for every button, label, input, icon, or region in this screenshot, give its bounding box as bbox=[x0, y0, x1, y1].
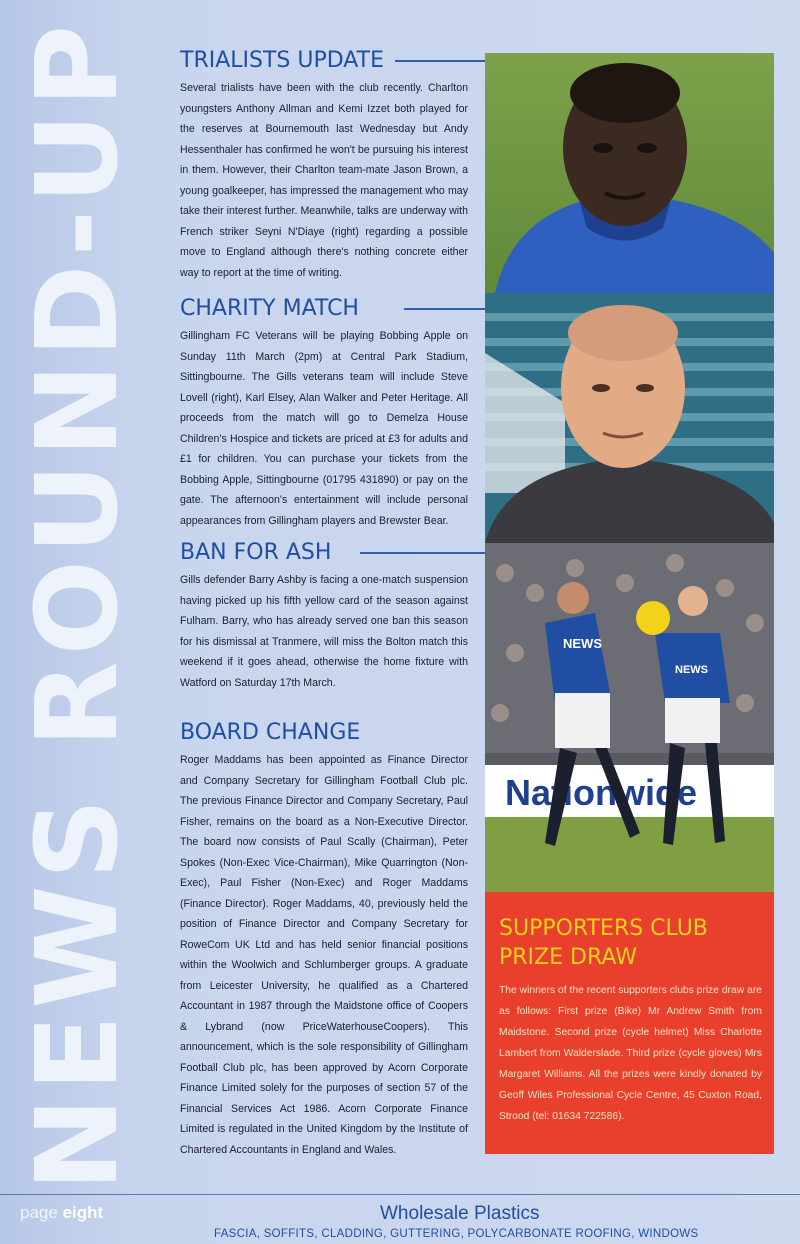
photo-veteran-portrait bbox=[485, 293, 774, 543]
ad-board-text: Nationwide bbox=[505, 772, 698, 813]
article-ban-for-ash bbox=[180, 540, 468, 693]
stadium-portrait-illustration bbox=[485, 293, 774, 543]
article-heading: CHARITY MATCH bbox=[180, 296, 359, 321]
vertical-title-text: NEWS ROUND-UP bbox=[13, 18, 144, 1192]
footer-divider bbox=[0, 1194, 800, 1195]
shirt-sponsor-text: NEWS bbox=[675, 664, 708, 676]
page-number-value: eight bbox=[62, 1203, 104, 1222]
article-body: Several trialists have been with the club recently. Charlton youngsters Anthony Allman and Kemi Izzet both played for the reserves at Bournemouth last Wednesday but Andy Hessenthaler has confirmed he won't be pursuing his interest in them. However, their Charlton team-mate Jason Brown, a young goalkeeper, has impressed the management who may take their interest further. Meanwhile, talks are underway with French striker Seyni N'Diaye (right) regarding a possible move to England although there's nothing concrete either way to report at the time of writing. bbox=[180, 82, 468, 279]
article-charity-match bbox=[180, 296, 468, 531]
article-body: Roger Maddams has been appointed as Finance Director and Company Secretary for Gillingham Football Club plc. The previous Finance Director and Company Secretary, Paul Fisher, remains on the board as a Non-Executive Director. The board now consists of Paul Scally (Chairman), Peter Spokes (Non-Exec Vice-Chairman), Mike Quarrington (Non-Exec), Paul Fisher (Non-Exec) and Roger Maddams (Finance Director). Roger Maddams, 40, previously held the position of Finance Director and Company Secretary for RoweCom UK Ltd and has held senior financial positions within the Woolwich and Schlumberger groups. A graduate from Leicester University, he qualified as a Chartered Accountant in 1987 through the Maidstone office of Coopers & Lybrand (now PriceWaterhouseCoopers). This announcement, which is the sole responsibility of Gillingham Football Club plc, has been approved by Acorn Corporate Finance Limited solely for the purposes of section 57 of the Financial Services Act 1986. Acorn Corporate Finance Limited is regulated in the United Kingdom by the Institute of Chartered Accountants in England and Wales. bbox=[180, 754, 468, 1156]
page-number bbox=[20, 1203, 103, 1223]
photo-match-action bbox=[485, 543, 774, 892]
prize-draw-body: The winners of the recent supporters clubs prize draw are as follows: First prize (Bike) Mr Andrew Smith from Maidstone. Second prize (cycle helmet) Miss Charlotte Lambert from Walderslade. Third prize (cycle gloves) Mrs Margaret Williams. All the prizes were kindly donated by Geoff Wiles Professional Cycle Centre, 45 Cuxton Road, Strood (tel: 01634 722586). bbox=[499, 985, 762, 1122]
prize-draw-box bbox=[485, 892, 774, 1154]
vertical-section-title bbox=[13, 18, 144, 1192]
sponsor-tagline: FASCIA, SOFFITS, CLADDING, GUTTERING, POLYCARBONATE ROOFING, WINDOWS bbox=[214, 1228, 699, 1240]
article-board-change bbox=[180, 720, 468, 1160]
photo-trialist-portrait bbox=[485, 53, 774, 293]
prize-draw-heading bbox=[499, 914, 762, 972]
page-number-word: page bbox=[20, 1203, 58, 1222]
article-heading: BOARD CHANGE bbox=[180, 720, 361, 745]
match-action-illustration bbox=[485, 543, 774, 892]
prize-draw-heading-line2: PRIZE DRAW bbox=[499, 945, 637, 970]
sponsor-company-name: Wholesale Plastics bbox=[380, 1203, 540, 1224]
shirt-sponsor-text: NEWS bbox=[563, 636, 602, 651]
prize-draw-heading-line1: SUPPORTERS CLUB bbox=[499, 916, 708, 941]
article-body: Gills defender Barry Ashby is facing a one-match suspension having picked up his fifth yellow card of the season against Fulham. Barry, who has already served one ban this season for his dismissal at Tranmere, will miss the Bolton match this weekend if it goes ahead, otherwise the home fixture with Watford on Saturday 17th March. bbox=[180, 574, 468, 689]
portrait-illustration bbox=[485, 53, 774, 293]
article-heading: TRIALISTS UPDATE bbox=[180, 48, 384, 73]
article-body: Gillingham FC Veterans will be playing Bobbing Apple on Sunday 11th March (2pm) at Central Park Stadium, Sittingbourne. The Gills veterans team will include Steve Lovell (right), Karl Elsey, Alan Walker and Peter Heritage. All proceeds from the match will go to Demelza House Children's Hospice and tickets are priced at £3 for adults and £1 for children. You can purchase your tickets from the Bobbing Apple, Sittingbourne (01795 431890) or pay on the gate. The afternoon's entertainment will include personal appearances from Gillingham players and Brewster Bear. bbox=[180, 330, 468, 527]
article-trialists-update bbox=[180, 48, 468, 283]
article-heading: BAN FOR ASH bbox=[180, 540, 332, 565]
